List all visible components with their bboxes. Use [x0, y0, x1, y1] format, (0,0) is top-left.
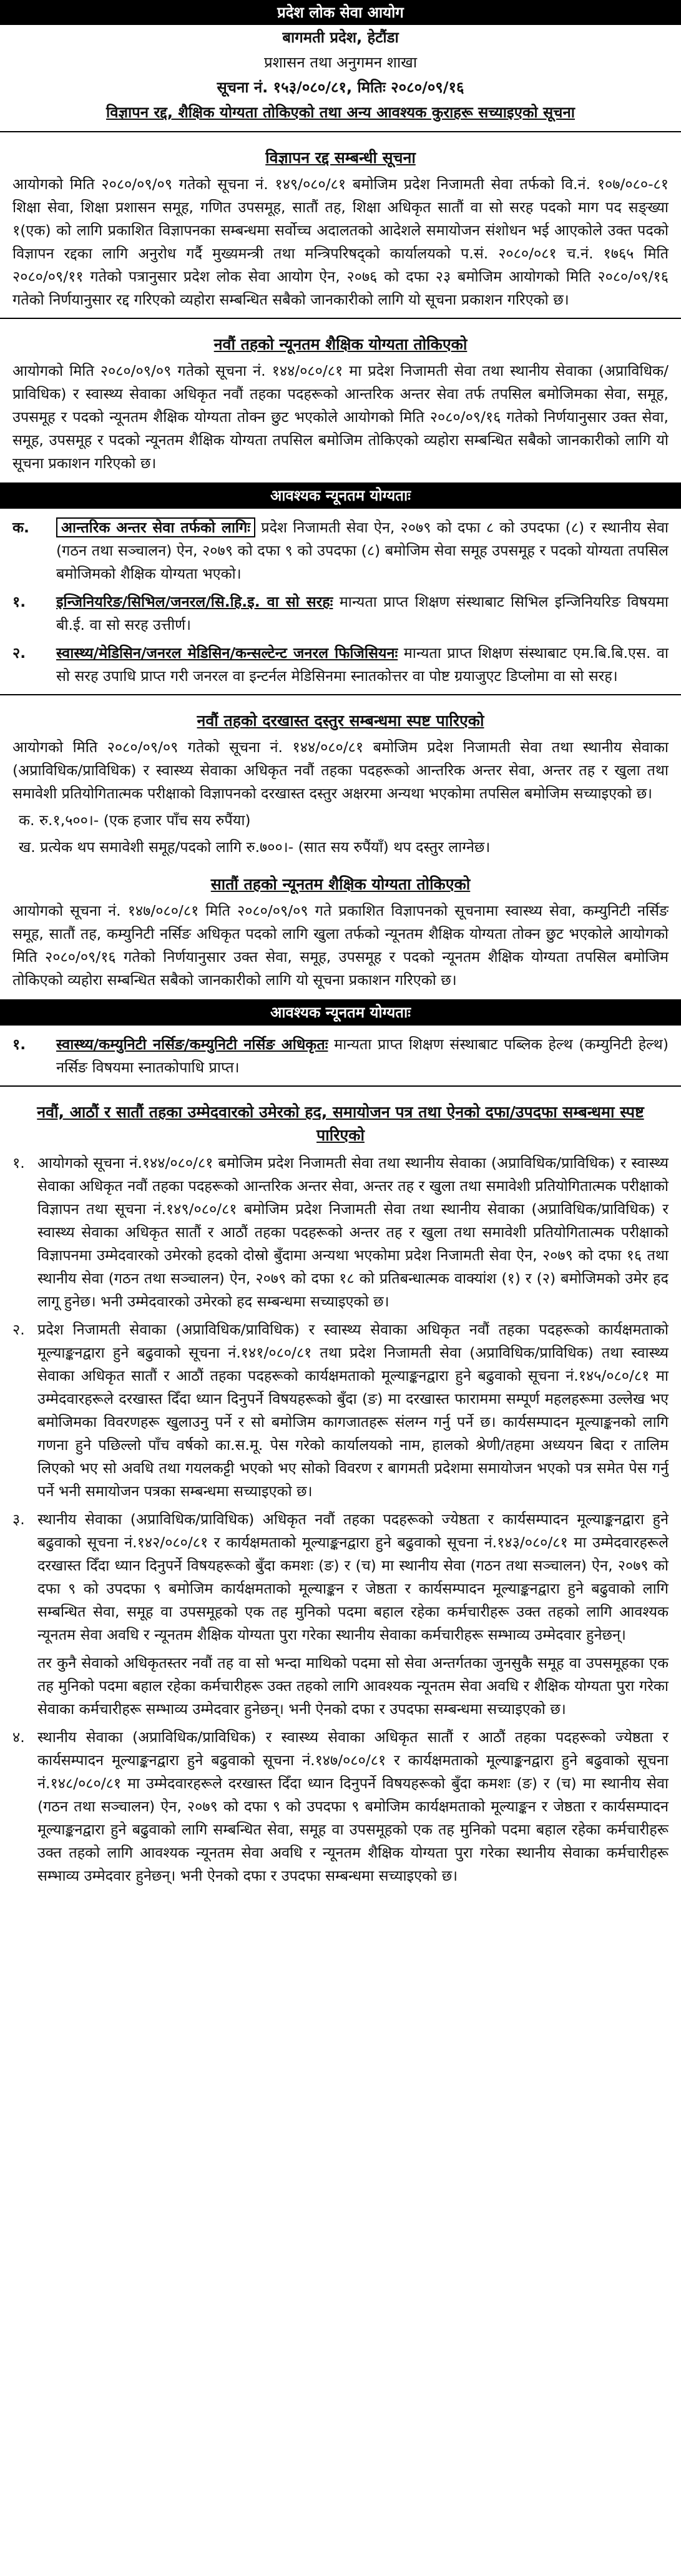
section-title-age-limit: नवौं, आठौं र सातौं तहका उम्मेदवारको उमेरको हद, समायोजन पत्र तथा ऐनको दफा/उपदफा सम्बन्धमा स्पष्ट पारिएको	[37, 1103, 644, 1144]
item-text: प्रदेश निजामती सेवा ऐन, २०७९ को दफा ८ को उपदफा (८) र स्थानीय सेवा (गठन तथा सञ्चालन) ऐन, २०७९ को दफा ९ को उपदफा (८) बमोजिम सेवा समूह उपसमूह र पदको योग्यता तपसिल बमोजिमको शैक्षिक योग्यता भएको।	[56, 519, 669, 582]
paragraph-number: ३.	[12, 1511, 25, 1528]
section-title-application-fee: नवौं तहको दरखास्त दस्तुर सम्बन्धमा स्पष्ट पारिएको	[197, 712, 484, 730]
paragraph-text: प्रदेश निजामती सेवाका (अप्राविधिक/प्राविधिक) र स्वास्थ्य सेवाका अधिकृत नवौं तहका पदहरूको कार्यक्षमताको मूल्याङ्कनद्वारा हुने बढुवाको सूचना नं.१४१/०८०/८१ तथा प्रदेश निजामती सेवा (अप्राविधिक/प्राविधिक) तथा स्वास्थ्य सेवाका अधिकृत सातौं र आठौं तहका पदहरूको कार्यक्षमताको मूल्याङ्कनद्वारा हुने बढुवाको सूचना नं.१४५/०८०/८१ मा उम्मेदवारहरूले दरखास्त दिँदा ध्यान दिनुपर्ने विषयहरूको बुँदा (ङ) मा दरखास्त फाराममा सम्पूर्ण महलहरूमा उल्लेख भए बमोजिमका विवरणहरू खुलाउनु पर्ने र सो बमोजिम कागजातहरू संलग्न गर्नु पर्ने छ। कार्यसम्पादन मूल्याङ्कनको लागि गणना हुने पछिल्लो पाँच वर्षको का.स.मू. पेस गरेको कार्यालयको नाम, हालको श्रेणी/तहमा अध्ययन बिदा र तालिम लिएको भए सो अवधि तथा गयलकट्टी भएको भए सोको विवरण र बागमती प्रदेशमा समायोजन भएको पत्र समेत पेस गर्नु पर्ने भनी समायोजन पत्रका सम्बन्धमा सच्याइएको छ।	[37, 1321, 669, 1500]
paragraph-text: स्थानीय सेवाका (अप्राविधिक/प्राविधिक) र स्वास्थ्य सेवाका अधिकृत सातौं र आठौं तहका पदहरूको ज्येष्ठता र कार्यसम्पादन मूल्याङ्कनद्वारा हुने बढुवाको सूचना नं.१४७/०८०/८१ र कार्यक्षमताको मूल्याङ्कनद्वारा हुने बढुवाको सूचना नं.१४८/०८०/८१ मा उम्मेदवारहरूले दरखास्त दिँदा ध्यान दिनुपर्ने विषयहरूको बुँदा कमशः (ङ) र (च) मा स्थानीय सेवा (गठन तथा सञ्चालन) ऐन, २०७९ को दफा ९ को उपदफा ९ बमोजिम कार्यक्षमताको मूल्याङ्कन र जेष्ठता र कार्यसम्पादन मूल्याङ्कनद्वारा हुने बढुवाको लागि सम्बन्धित सेवा, समूह वा उपसमूहको एक तह मुनिको पदमा बहाल रहेका कर्मचारीहरू उक्त तहको लागि आवश्यक न्यूनतम सेवा अवधि र न्यूनतम शैक्षिक योग्यता पुरा गरेका स्थानीय सेवाका कर्मचारीहरू सम्भाव्य उम्मेदवार हुनेछन्। भनी ऐनको दफा र उपदफा सम्बन्धमा सच्याइएको छ।	[37, 1728, 669, 1884]
item-number: क.	[12, 519, 29, 536]
branch-line: प्रशासन तथा अनुगमन शाखा	[263, 54, 418, 71]
clarification-paragraph	[12, 1318, 669, 1503]
commission-title-bar	[0, 0, 681, 25]
province-line: बागमती प्रदेश, हेटौंडा	[282, 29, 399, 46]
section-title-seventh-level-qualification: सातौं तहको न्यूनतम शैक्षिक योग्यता तोकिएको	[210, 875, 471, 893]
section-body-application-fee: आयोगको मिति २०८०/०९/०९ गतेको सूचना नं. १४४/०८०/८१ बमोजिम प्रदेश निजामती सेवा तथा स्थानीय सेवाका (अप्राविधिक/प्राविधिक) र स्वास्थ्य सेवाका अधिकृत नवौं तहका पदहरूको आन्तरिक अन्तर सेवा, अन्तर तह र खुला तथा समावेशी प्रतियोगितात्मक परीक्षाको विज्ञापनको दरखास्त दस्तुर अक्षरमा अन्यथा भएकोमा तपसिल बमोजिम सच्याइएको छ।	[12, 738, 669, 802]
fee-line: क. रु.१,५००।- (एक हजार पाँच सय रुपैंया)	[19, 811, 251, 829]
item-text: मान्यता प्राप्त शिक्षण संस्थाबाट पब्लिक हेल्थ (कम्युनिटी हेल्थ) नर्सिङ विषयमा स्नातकोपाधि प्राप्त।	[56, 1036, 669, 1076]
required-qualification-band: आवश्यक न्यूनतम योग्यताः	[0, 482, 681, 509]
nursing-qualification-item	[12, 1033, 669, 1079]
notice-number: सूचना नं. १५३/०८०/८१, मितिः २०८०/०९/१६	[217, 79, 464, 96]
paragraph-text: आयोगको सूचना नं.१४४/०८०/८१ बमोजिम प्रदेश निजामती सेवा तथा स्थानीय सेवाका (अप्राविधिक/प्राविधिक) र स्वास्थ्य सेवाका अधिकृत नवौं तहका पदहरूको आन्तरिक अन्तर सेवा, अन्तर तह र खुला तथा समावेशी प्रतियोगितात्मक परीक्षाको विज्ञापन तथा सूचना नं.१४९/०८०/८१ बमोजिम प्रदेश निजामती सेवा तथा स्थानीय सेवाका (अप्राविधिक/प्राविधिक) र स्वास्थ्य सेवाका अधिकृत सातौं र आठौं तहका पदहरूको अन्तर तह र खुला तथा समावेशी प्रतियोगितात्मक परीक्षाको विज्ञापनमा उम्मेदवारको उमेरको हदको दोस्रो बुँदामा अन्यथा भएकोमा प्रदेश निजामती सेवा ऐन, २०७९ को दफा १६ तथा स्थानीय सेवा (गठन तथा सञ्चालन) ऐन, २०७९ को दफा १८ को प्रतिबन्धात्मक वाक्यांश (१) र (२) बमोजिमको उमेर हद लागू हुनेछ। भनी उम्मेदवारको उमेरको हद सम्बन्धमा सच्याइएको छ।	[37, 1154, 669, 1310]
section-body-ninth-level-qualification: आयोगको मिति २०८०/०९/०९ गतेको सूचना नं. १४४/०८०/८१ मा प्रदेश निजामती सेवा तथा स्थानीय सेवाका (अप्राविधिक/प्राविधिक) र स्वास्थ्य सेवाका अधिकृत नवौं तहका पदहरूको आन्तरिक अन्तर सेवा तर्फ तपसिल बमोजिमका सेवा, समूह, उपसमूह र पदको न्यूनतम शैक्षिक योग्यता तोक्न छुट भएकोले आयोगको मिति २०८०/०९/१६ गतेको निर्णयानुसार उक्त सेवा, समूह, उपसमूह र पदको न्यूनतम शैक्षिक योग्यता तपसिल बमोजिम तोकिएको व्यहोरा सम्बन्धित सबैको जानकारीको लागि यो सूचना प्रकाशन गरिएको छ।	[12, 362, 669, 472]
item-number: १.	[12, 593, 26, 610]
item-lead: आन्तरिक अन्तर सेवा तर्फको लागिः	[56, 517, 255, 537]
required-qualification-band: आवश्यक न्यूनतम योग्यताः	[0, 999, 681, 1026]
item-text: मान्यता प्राप्त शिक्षण संस्थाबाट एम.बि.बि.एस. वा सो सरह उपाधि प्राप्त गरी जनरल वा इन्टर्नल मेडिसिनमा स्नातकोत्तर वा पोष्ट ग्रयाजुएट डिप्लोमा वा सो सरह।	[56, 644, 669, 685]
item-text: मान्यता प्राप्त शिक्षण संस्थाबाट सिभिल इन्जिनियरिङ विषयमा बी.ई. वा सो सरह उत्तीर्ण।	[56, 593, 669, 634]
clarification-paragraph	[12, 1508, 669, 1647]
paragraph-number: ४.	[12, 1728, 25, 1746]
item-number: १.	[12, 1036, 26, 1053]
item-number: २.	[12, 644, 26, 662]
paragraph-continuation: तर कुनै सेवाको अधिकृतस्तर नवौं तह वा सो भन्दा माथिको पदमा सो सेवा अन्तर्गतका जुनसुकै समूह वा उपसमूहका एक तह मुनिको पदमा बहाल रहेका कर्मचारीहरू उक्त तहको लागि आवश्यक न्यूनतम सेवा अवधि र शैक्षिक योग्यता पुरा गरेका सेवाका कर्मचारीहरू सम्भाव्य उम्मेदवार हुनेछन्। भनी ऐनको दफा र उपदफा सम्बन्धमा सच्याइएको छ।	[37, 1654, 669, 1718]
notice-subject: विज्ञापन रद्द, शैक्षिक योग्यता तोकिएको तथा अन्य आवश्यक कुराहरू सच्याइएको सूचना	[106, 104, 575, 121]
section-body-cancellation: आयोगको मिति २०८०/०९/०९ गतेको सूचना नं. १४९/०८०/८१ बमोजिम प्रदेश निजामती सेवा तर्फको वि.नं. १०७/०८०-८१ शिक्षा सेवा, शिक्षा प्रशासन समूह, गणित उपसमूह, सातौं तह, शिक्षा अधिकृत सातौं वा सो सरह पदको माग पद सङ्ख्या १(एक) को लागि प्रकाशित विज्ञापनका सम्बन्धमा सर्वोच्च अदालतको आदेशले समायोजन संशोधन भई आएकोले उक्त पदको विज्ञापन रद्दका लागि अनुरोध गर्दै मुख्यमन्त्री तथा मन्त्रिपरिषद्को कार्यालयको प.सं. २०८०/०८१ च.नं. १७६५ मिति २०८०/०९/११ गतेको पत्रानुसार प्रदेश लोक सेवा आयोग ऐन, २०७६ को दफा २३ बमोजिम आयोगको मिति २०८०/०९/१६ गतेको निर्णयानुसार रद्द गरिएको व्यहोरा सम्बन्धित सबैको जानकारीको लागि यो सूचना प्रकाशन गरिएको छ।	[12, 175, 669, 308]
section-title-ninth-level-qualification: नवौं तहको न्यूनतम शैक्षिक योग्यता तोकिएको	[213, 335, 468, 353]
item-lead: स्वास्थ्य/मेडिसिन/जनरल मेडिसिन/कन्सल्टेन्ट जनरल फिजिसियनः	[56, 644, 398, 662]
qualification-item	[12, 590, 669, 637]
item-lead: इन्जिनियरिङ/सिभिल/जनरल/सि.हि.इ. वा सो सरहः	[56, 593, 333, 610]
clarification-paragraph	[12, 1726, 669, 1888]
qualification-item	[12, 642, 669, 688]
fee-line: ख. प्रत्येक थप समावेशी समूह/पदको लागि रु.७००।- (सात सय रुपैंयाँ) थप दस्तुर लाग्नेछ।	[19, 838, 491, 856]
section-body-seventh-level-qualification: आयोगको सूचना नं. १४७/०८०/८१ मिति २०८०/०९/०९ गते प्रकाशित विज्ञापनको सूचनामा स्वास्थ्य सेवा, कम्युनिटी नर्सिङ समूह, सातौं तह, कम्युनिटी नर्सिङ अधिकृत पदको लागि खुला तर्फको न्यूनतम शैक्षिक योग्यता तोक्न छुट भएकोले आयोगको मिति २०८०/०९/१६ गतेको निर्णयानुसार उक्त सेवा, समूह, उपसमूह र पदको न्यूनतम शैक्षिक योग्यता तपसिल बमोजिम तोकिएको व्यहोरा सम्बन्धित सबैको जानकारीको लागि यो सूचना प्रकाशन गरिएको छ।	[12, 902, 669, 989]
divider	[0, 318, 681, 319]
qualification-item	[12, 516, 669, 585]
commission-name: प्रदेश लोक सेवा आयोग	[277, 4, 404, 21]
divider	[0, 694, 681, 695]
paragraph-text: स्थानीय सेवाका (अप्राविधिक/प्राविधिक) अधिकृत नवौं तहका पदहरूको ज्येष्ठता र कार्यसम्पादन मूल्याङ्कनद्वारा हुने बढुवाको सूचना नं.१४२/०८०/८१ र कार्यक्षमताको मूल्याङ्कनद्वारा हुने बढुवाको सूचना नं.१४३/०८०/८१ मा उम्मेदवारहरूले दरखास्त दिँदा ध्यान दिनुपर्ने विषयहरूको बुँदा कमशः (ङ) र (च) मा स्थानीय सेवा (गठन तथा सञ्चालन) ऐन, २०७९ को दफा ९ को उपदफा ९ बमोजिम कार्यक्षमताको मूल्याङ्कन र जेष्ठता र कार्यसम्पादन मूल्याङ्कनद्वारा हुने बढुवाको लागि सम्बन्धित सेवा, समूह वा उपसमूहको एक तह मुनिको पदमा बहाल रहेका कर्मचारीहरू उक्त तहको लागि आवश्यक न्यूनतम सेवा अवधि र न्यूनतम शैक्षिक योग्यता पुरा गरेका स्थानीय सेवाका कर्मचारीहरू सम्भाव्य उम्मेदवार हुनेछन्।	[37, 1511, 669, 1643]
section-title-cancellation: विज्ञापन रद्द सम्बन्धी सूचना	[265, 149, 416, 167]
divider	[0, 131, 681, 132]
paragraph-number: १.	[12, 1154, 25, 1172]
clarification-paragraph	[12, 1152, 669, 1313]
paragraph-number: २.	[12, 1321, 25, 1338]
divider	[0, 1085, 681, 1087]
item-lead: स्वास्थ्य/कम्युनिटी नर्सिङ/कम्युनिटी नर्सिङ अधिकृतः	[56, 1036, 328, 1053]
